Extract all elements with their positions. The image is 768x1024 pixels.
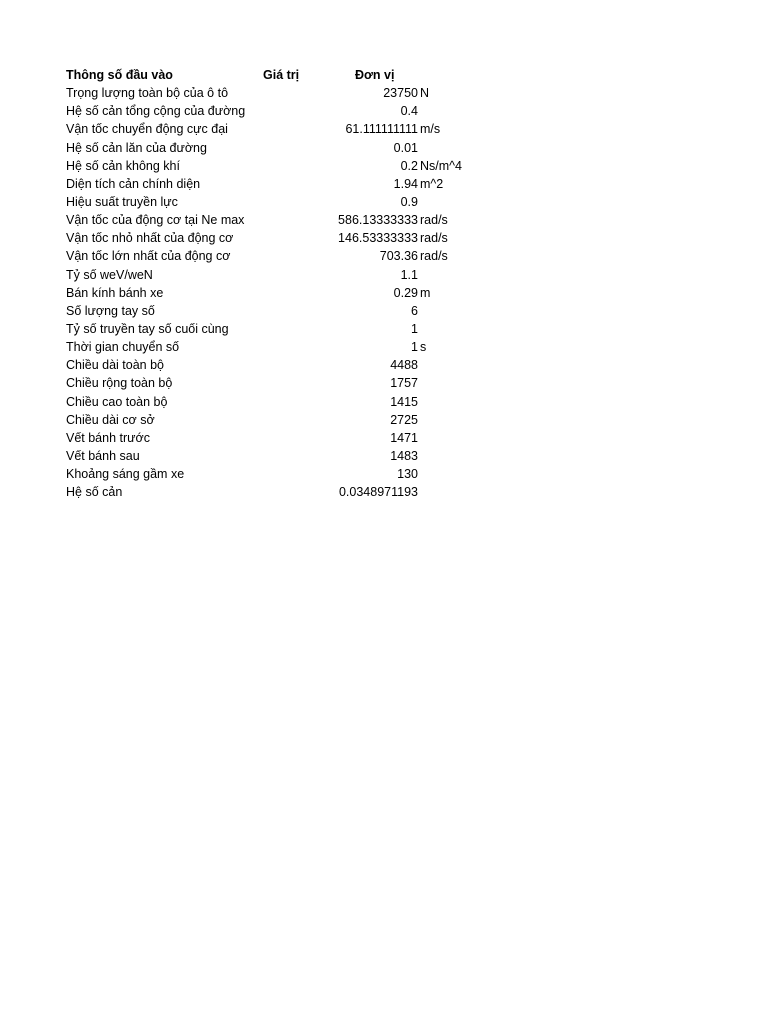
row-label: Vận tốc của động cơ tại Ne max: [66, 213, 245, 228]
table-row: [66, 483, 486, 501]
table-row: [66, 429, 486, 447]
row-value: 1: [411, 340, 418, 355]
row-value: 703.36: [379, 249, 418, 264]
table-row: [66, 193, 486, 211]
table-row: [66, 284, 486, 302]
row-value: 0.29: [393, 285, 418, 300]
row-value: 23750: [383, 86, 418, 101]
row-value: 586.13333333: [338, 213, 418, 228]
table-row: [66, 320, 486, 338]
row-label: Vận tốc nhỏ nhất của động cơ: [66, 231, 234, 246]
row-value: 146.53333333: [338, 231, 418, 246]
table-row: [66, 338, 486, 356]
table-row: [66, 211, 486, 229]
table-row: [66, 411, 486, 429]
header-value: Giá trị: [263, 68, 300, 82]
row-label: Vận tốc chuyển động cực đại: [66, 122, 228, 137]
spreadsheet: [66, 66, 486, 501]
row-unit: N: [420, 86, 430, 101]
table-row: [66, 120, 486, 138]
row-unit: m: [420, 285, 431, 300]
row-unit: s: [420, 340, 427, 355]
row-value: 0.2: [400, 158, 418, 173]
row-unit: m^2: [420, 176, 444, 191]
row-label: Tỷ số truyền tay số cuối cùng: [66, 321, 229, 336]
row-unit: rad/s: [420, 213, 448, 228]
row-unit: rad/s: [420, 249, 448, 264]
row-value: 61.111111111: [345, 122, 418, 137]
row-value: 1471: [390, 430, 418, 445]
table-row: [66, 266, 486, 284]
table-row: [66, 229, 486, 247]
row-unit: rad/s: [420, 231, 448, 246]
row-label: Hệ số cản: [66, 485, 123, 500]
row-value: 1.94: [393, 176, 418, 191]
row-label: Hiệu suất truyền lực: [66, 194, 178, 209]
table-row: [66, 102, 486, 120]
row-label: Hệ số cản không khí: [66, 158, 180, 173]
row-value: 1483: [390, 448, 418, 463]
row-value: 1.1: [400, 267, 418, 282]
row-label: Hệ số cản tổng cộng của đường: [66, 104, 246, 119]
row-label: Chiều dài toàn bộ: [66, 358, 164, 373]
row-label: Hệ số cản lăn của đường: [66, 140, 207, 155]
row-label: Bán kính bánh xe: [66, 285, 164, 300]
table-row: [66, 356, 486, 374]
table-row: [66, 447, 486, 465]
table-row: [66, 247, 486, 265]
row-value: 6: [411, 303, 418, 318]
row-label: Chiều dài cơ sở: [66, 412, 155, 427]
header-unit: Đơn vị: [355, 68, 395, 82]
row-label: Vết bánh sau: [66, 448, 140, 463]
row-label: Diện tích cản chính diện: [66, 176, 201, 191]
table-row: [66, 175, 486, 193]
table-row: [66, 393, 486, 411]
row-value: 0.9: [400, 194, 418, 209]
row-label: Chiều cao toàn bộ: [66, 394, 168, 409]
table-row: [66, 157, 486, 175]
row-value: 1: [411, 321, 418, 336]
row-label: Khoảng sáng gầm xe: [66, 467, 185, 482]
row-value: 0.4: [400, 104, 418, 119]
row-label: Chiều rộng toàn bộ: [66, 376, 173, 391]
row-value: 130: [397, 467, 418, 482]
row-label: Vận tốc lớn nhất của động cơ: [66, 249, 231, 264]
header-param: Thông số đầu vào: [66, 68, 173, 82]
table-row: [66, 465, 486, 483]
table-row: [66, 302, 486, 320]
row-value: 0.0348971193: [338, 485, 418, 500]
row-label: Số lượng tay số: [66, 303, 155, 318]
row-label: Tỷ số weV/weN: [66, 267, 153, 282]
header-row: [66, 66, 486, 84]
row-value: 1415: [390, 394, 418, 409]
row-label: Trọng lượng toàn bộ của ô tô: [66, 86, 229, 101]
row-label: Thời gian chuyển số: [66, 340, 180, 355]
row-value: 0.01: [393, 140, 418, 155]
row-value: 2725: [390, 412, 418, 427]
table-row: [66, 374, 486, 392]
row-unit: m/s: [420, 122, 441, 137]
data-rows: [66, 84, 486, 501]
row-value: 4488: [390, 358, 418, 373]
row-unit: Ns/m^4: [420, 158, 462, 173]
table-row: [66, 139, 486, 157]
row-label: Vết bánh trước: [66, 430, 150, 445]
row-value: 1757: [390, 376, 418, 391]
table-row: [66, 84, 486, 102]
